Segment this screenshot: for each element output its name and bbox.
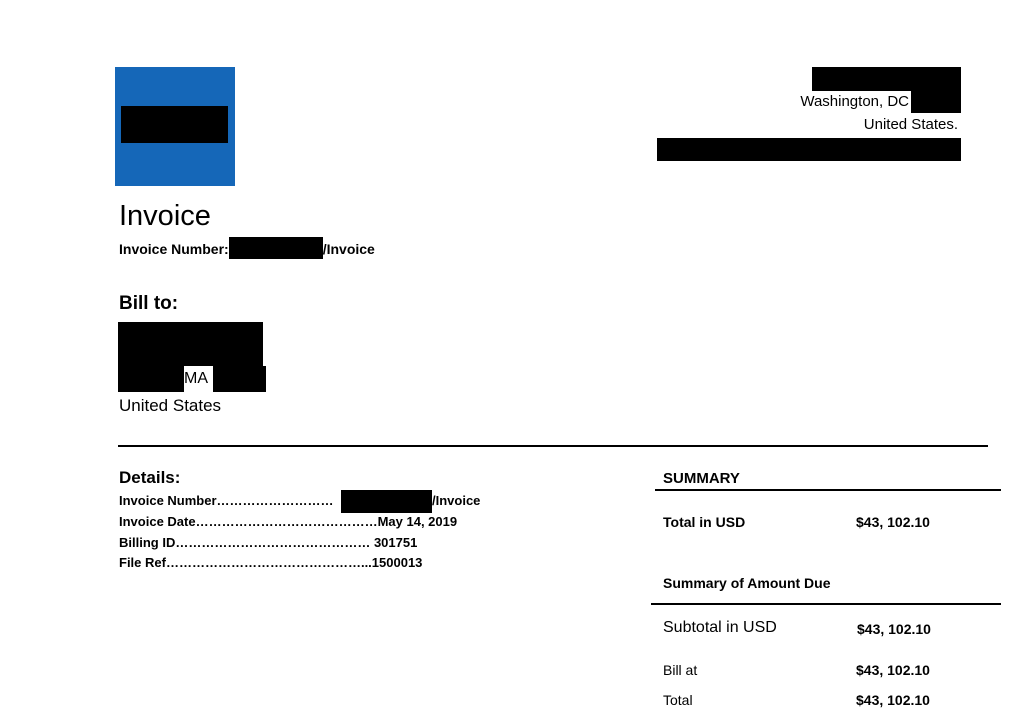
detail-file-ref: File Ref………………………………………...1500013 (119, 555, 423, 570)
invoice-number-suffix: /Invoice (322, 241, 375, 257)
amount-due-title: Summary of Amount Due (663, 575, 831, 591)
detail-invoice-number-redaction (341, 490, 432, 513)
total-value: $43, 102.10 (856, 692, 930, 708)
section-divider (118, 445, 988, 447)
detail-invoice-number (119, 493, 334, 508)
bill-at-value: $43, 102.10 (856, 662, 930, 678)
total-label: Total (663, 692, 693, 708)
summary-top-rule (655, 489, 1001, 491)
invoice-title: Invoice (119, 200, 211, 232)
company-logo (115, 67, 235, 186)
address-country-line: United States. (863, 116, 958, 133)
total-usd-value: $43, 102.10 (856, 514, 930, 530)
address-city-line: Washington, DC (800, 93, 909, 110)
bill-to-state: MA (184, 370, 208, 387)
summary-title: SUMMARY (663, 470, 740, 487)
details-title: Details: (119, 468, 181, 487)
detail-invoice-date: Invoice Date……………………………………May 14, 2019 (119, 514, 458, 529)
logo-redaction (121, 106, 228, 143)
detail-billing-id: Billing ID……………………………………… 301751 (119, 535, 418, 550)
invoice-number-line (119, 241, 375, 259)
detail-invoice-number-suffix: /Invoice (432, 493, 481, 508)
subtotal-value: $43, 102.10 (857, 621, 931, 637)
invoice-number-label: Invoice Number: (119, 241, 229, 257)
bill-to-redaction-1 (118, 322, 263, 366)
address-redaction-3 (657, 138, 961, 161)
address-redaction-1 (812, 67, 961, 91)
bill-to-redaction-2 (118, 366, 184, 392)
address-redaction-2 (911, 91, 961, 113)
bill-to-country: United States (119, 396, 222, 415)
bill-at-label: Bill at (663, 662, 698, 678)
bill-to-title: Bill to: (119, 293, 179, 314)
detail-invoice-number-label: Invoice Number……………………… (119, 493, 334, 508)
total-usd-label: Total in USD (663, 514, 746, 530)
amount-due-rule (651, 603, 1001, 605)
invoice-number-redaction (229, 237, 323, 259)
bill-to-redaction-3 (213, 366, 266, 392)
subtotal-label: Subtotal in USD (663, 619, 777, 636)
